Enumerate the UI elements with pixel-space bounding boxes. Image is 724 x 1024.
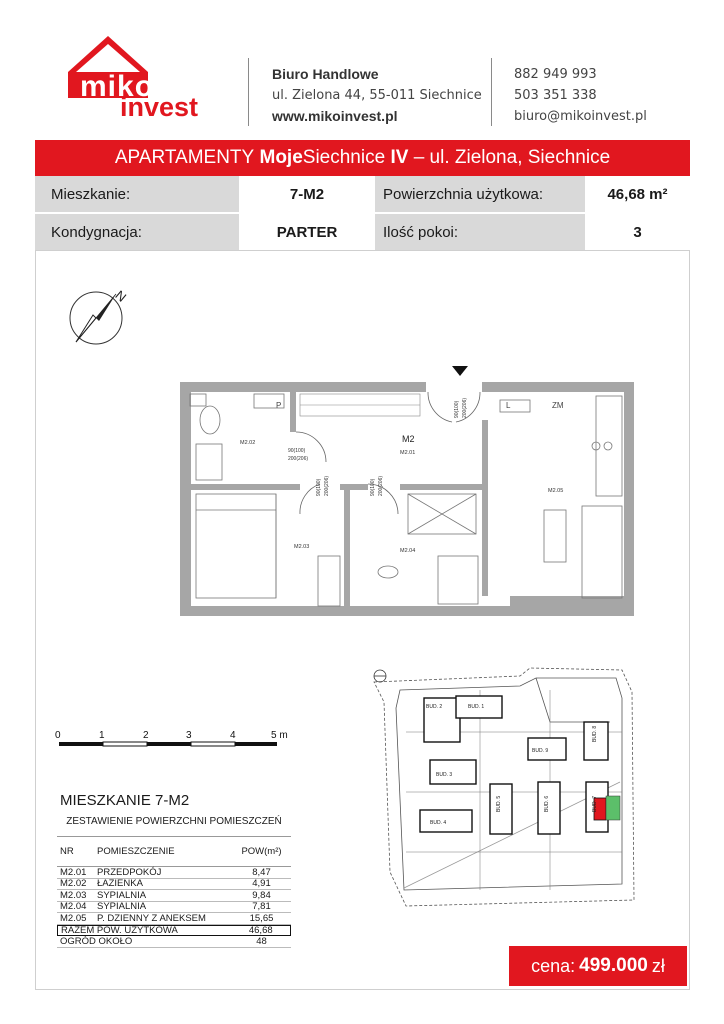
office-website-link[interactable]: www.mikoinvest.pl	[272, 108, 398, 124]
col-name: POMIESZCZENIE	[97, 846, 175, 857]
fixture-p: P	[276, 401, 282, 410]
table-row	[57, 890, 291, 902]
row-name: SYPIALNIA	[97, 889, 147, 901]
logo-miko-text: miko	[80, 70, 155, 103]
title-prefix: APARTAMENTY	[114, 147, 255, 168]
scale-label-2: 2	[143, 730, 149, 741]
row-name: PRZEDPOKÓJ	[97, 866, 162, 878]
title-numeral: IV	[390, 147, 409, 168]
room-table	[57, 810, 291, 948]
table-row	[57, 902, 291, 914]
table-row	[57, 913, 291, 925]
fixture-l: L	[506, 401, 511, 410]
site-bud-5: BUD. 5	[496, 795, 502, 812]
room-label-m2-03: M2.03	[294, 544, 310, 550]
door-dim-1a: 90(100)	[288, 448, 306, 454]
sum-label: RAZEM POW. UŻYTKOWA	[61, 924, 178, 936]
phone-1[interactable]: 882 949 993	[514, 67, 597, 82]
row-name: ŁAZIENKA	[97, 878, 143, 890]
scale-label-5: 5 m	[271, 730, 288, 741]
room-label-m2-04: M2.04	[400, 548, 416, 554]
room-table-subtitle: ZESTAWIENIE POWIERZCHNI POMIESZCZEŃ	[57, 810, 291, 837]
room-table-header	[57, 837, 291, 867]
price-currency: zł	[651, 955, 665, 976]
table-row	[57, 867, 291, 879]
info-row-2	[35, 214, 690, 250]
row-area: 9,84	[252, 889, 271, 901]
logo-house-roof	[68, 36, 148, 72]
site-bud-6: BUD. 6	[544, 795, 550, 812]
compass-icon	[68, 284, 132, 348]
entrance-arrow-icon	[452, 366, 468, 376]
site-map	[360, 662, 660, 918]
row-area: 8,47	[252, 866, 271, 878]
header-divider-2	[491, 58, 492, 126]
sum-value: 46,68	[248, 924, 273, 936]
table-row	[57, 879, 291, 891]
scale-label-1: 1	[99, 730, 105, 741]
site-bud-1: BUD. 1	[468, 704, 485, 710]
row-area: 7,81	[252, 901, 271, 913]
compass-north-label: N	[112, 287, 130, 305]
floor-label: Kondygnacja:	[35, 214, 239, 250]
door-dim-2b: 200(206)	[324, 475, 330, 496]
area-label: Powierzchnia użytkowa:	[375, 176, 585, 212]
site-bud-7: BUD. 7	[592, 795, 598, 812]
row-nr: M2.02	[60, 878, 87, 890]
info-row-1	[35, 176, 690, 212]
scale-label-4: 4	[230, 730, 236, 741]
table-sum-row	[57, 925, 291, 937]
rooms-label: Ilość pokoi:	[375, 214, 585, 250]
fixture-zm: ZM	[552, 401, 564, 410]
garden-label: OGRÓD OKOŁO	[60, 935, 133, 947]
price-label: cena:	[531, 955, 576, 976]
title-suffix: – ul. Zielona, Siechnice	[413, 147, 611, 168]
door-dim-1b: 200(206)	[288, 456, 309, 462]
rooms-value: 3	[585, 214, 690, 250]
row-area: 4,91	[252, 878, 271, 890]
header-divider-1	[248, 58, 249, 126]
room-label-m2-05: M2.05	[548, 488, 564, 494]
phone-2[interactable]: 503 351 338	[514, 88, 597, 103]
door-dim-4b: 200(206)	[462, 397, 468, 418]
row-area: 15,65	[249, 912, 274, 924]
site-bud-3: BUD. 3	[436, 772, 453, 778]
title-moje: Moje	[259, 147, 303, 168]
door-dim-4a: 90(100)	[454, 400, 460, 418]
garden-value: 48	[256, 935, 267, 947]
door-dim-2a: 90(100)	[316, 478, 322, 496]
row-nr: M2.03	[60, 889, 87, 901]
apt-label: Mieszkanie:	[35, 176, 239, 212]
site-bud-9: BUD. 9	[532, 748, 549, 754]
office-address: ul. Zielona 44, 55-011 Siechnice	[272, 88, 482, 103]
room-table-title: MIESZKANIE 7-M2	[60, 792, 190, 809]
miko-invest-logo	[60, 34, 235, 124]
room-label-m2-02: M2.02	[240, 440, 256, 446]
room-label-m2-01: M2.01	[400, 450, 416, 456]
price-value: 499.000	[579, 955, 648, 976]
scale-label-0: 0	[55, 730, 61, 741]
floor-value: PARTER	[239, 214, 375, 250]
col-area: POW(m²)	[241, 846, 282, 857]
email-link[interactable]: biuro@mikoinvest.pl	[514, 109, 647, 124]
project-title-bar	[35, 140, 690, 176]
apt-code-label: M2	[402, 434, 415, 444]
table-garden-row	[57, 936, 291, 948]
row-nr: M2.04	[60, 901, 87, 913]
office-info	[272, 64, 482, 127]
door-dim-3a: 90(100)	[370, 478, 376, 496]
scale-label-3: 3	[186, 730, 192, 741]
title-siechnice: Siechnice	[302, 147, 386, 168]
col-nr: NR	[60, 846, 74, 857]
price-box	[509, 946, 687, 986]
contact-info	[514, 64, 647, 127]
garden-marker	[606, 796, 620, 820]
row-name: SYPIALNIA	[97, 901, 147, 913]
row-nr: M2.01	[60, 866, 87, 878]
apt-value: 7-M2	[239, 176, 375, 212]
office-title: Biuro Handlowe	[272, 66, 379, 82]
floor-plan	[170, 360, 650, 630]
area-value: 46,68 m²	[585, 176, 690, 212]
logo-invest-text: invest	[120, 92, 199, 122]
door-dim-3b: 200(206)	[378, 475, 384, 496]
site-bud-8: BUD. 8	[592, 725, 598, 742]
scale-bar	[55, 728, 295, 758]
site-bud-4: BUD. 4	[430, 820, 447, 826]
site-bud-2: BUD. 2	[426, 704, 443, 710]
site-compass-icon	[374, 670, 386, 682]
row-name: P. DZIENNY Z ANEKSEM	[97, 912, 206, 924]
row-nr: M2.05	[60, 912, 87, 924]
